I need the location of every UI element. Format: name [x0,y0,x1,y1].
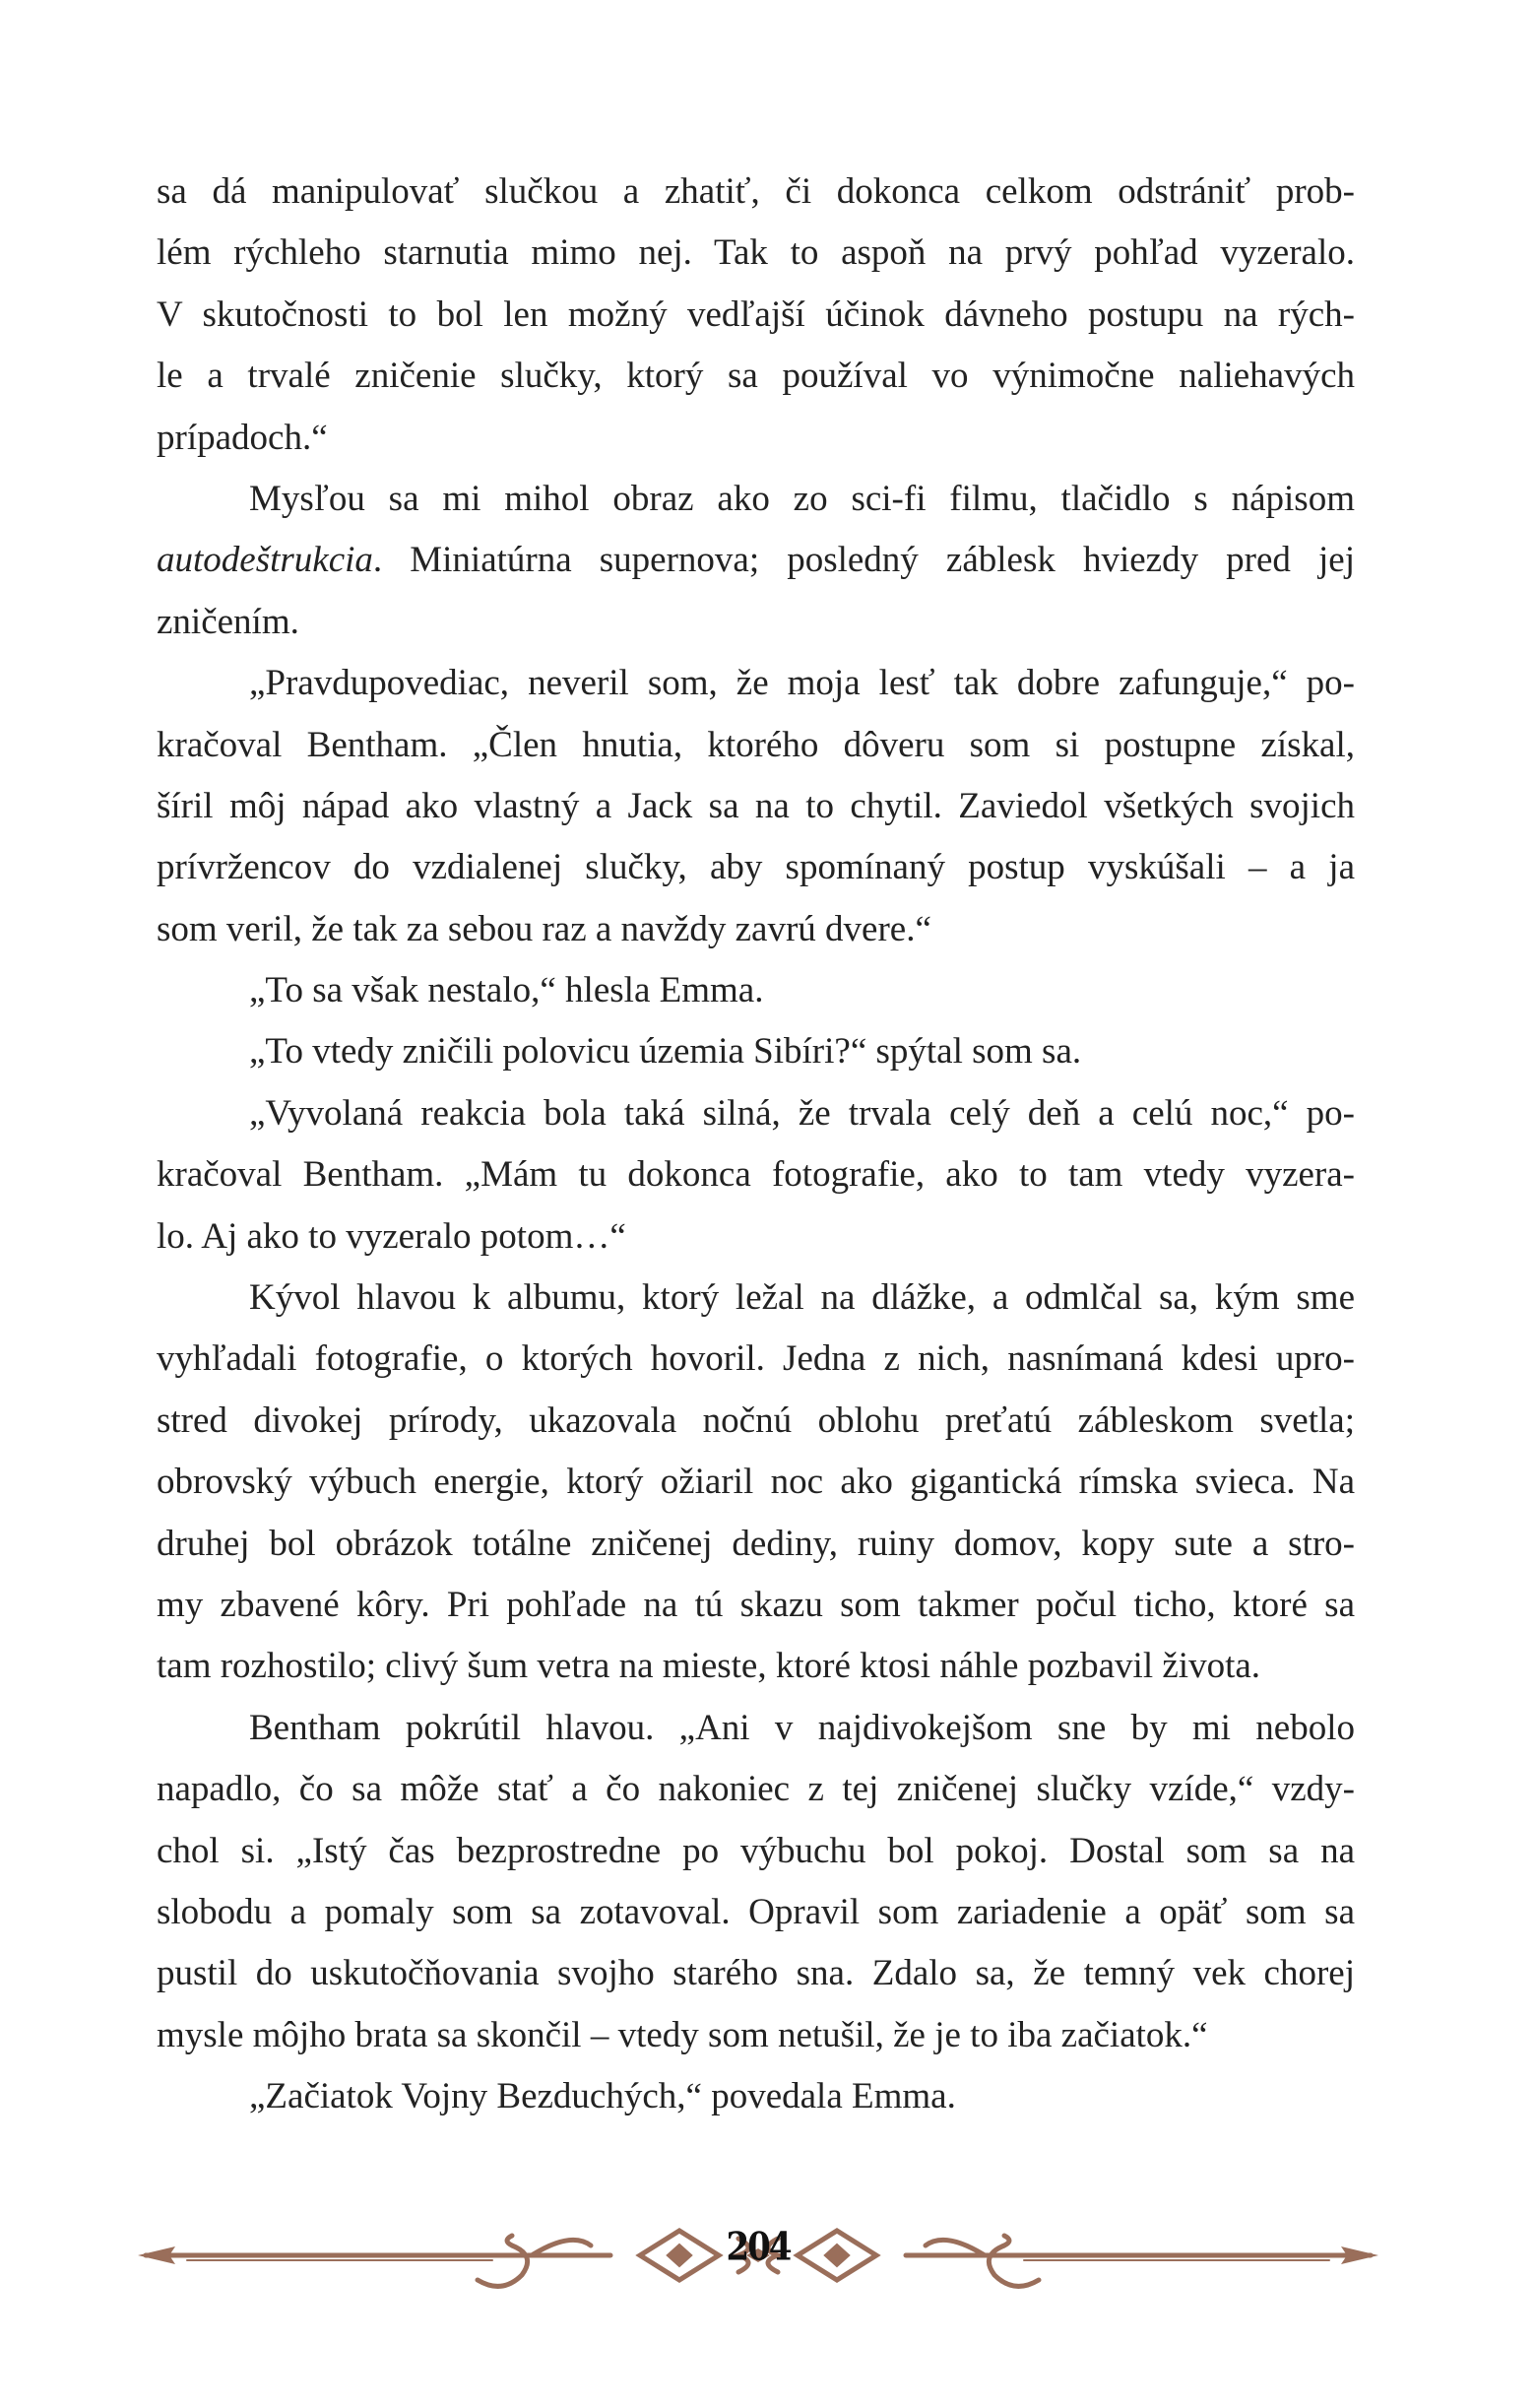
text-line [157,1943,1355,2004]
text-segment: napadlo, čo sa môže stať a čo nakoniec z tej zničenej slučky vzíde,“ vzdy- [157,1769,1355,1810]
text-line [157,1021,1355,1082]
text-segment: Mysľou sa mi mihol obraz ako zo sci-fi filmu, tlačidlo s nápisom [249,478,1355,519]
body-text [157,162,1355,2128]
text-segment: mysle môjho brata sa skončil – vtedy som netušil, že je to iba začiatok.“ [157,2014,1208,2055]
text-segment: slobodu a pomaly som sa zotavoval. Opravil som zariadenie a opäť som sa [157,1891,1355,1932]
text-segment: pustil do uskutočňovania svojho starého sna. Zdalo sa, že temný vek chorej [157,1953,1355,1994]
text-segment: Bentham pokrútil hlavou. „Ani v najdivokejšom sne by mi nebolo [249,1707,1355,1748]
text-segment: druhej bol obrázok totálne zničenej dediny, ruiny domov, kopy sute a stro- [157,1523,1355,1564]
text-segment: prípadoch.“ [157,417,328,458]
text-segment: vyhľadali fotografie, o ktorých hovoril. Jedna z nich, nasnímaná kdesi upro- [157,1338,1355,1380]
text-line [157,1514,1355,1575]
text-line [157,960,1355,1021]
text-segment: som veril, že tak za sebou raz a navždy zavrú dvere.“ [157,908,931,949]
text-segment: le a trvalé zničenie slučky, ktorý sa používal vo výnimočne naliehavých [157,356,1355,397]
text-line [157,530,1355,591]
text-segment: „To sa však nestalo,“ hlesla Emma. [249,970,764,1011]
text-segment: Kývol hlavou k albumu, ktorý ležal na dlážke, a odmlčal sa, kým sme [249,1277,1355,1319]
text-segment: . Miniatúrna supernova; posledný záblesk hviezdy pred jej [372,540,1355,581]
text-line [157,162,1355,223]
text-segment: lém rýchleho starnutia mimo nej. Tak to aspoň na prvý pohľad vyzeralo. [157,232,1355,274]
text-line [157,776,1355,837]
text-line [157,285,1355,346]
text-line [157,837,1355,898]
text-line [157,1636,1355,1697]
italic-text: autodeštrukcia [157,540,373,581]
text-line [157,1882,1355,1943]
text-line [157,1452,1355,1513]
text-segment: tam rozhostilo; clivý šum vetra na mieste, ktoré ktosi náhle pozbavil života. [157,1646,1261,1687]
text-segment: obrovský výbuch energie, ktorý ožiaril noc ako gigantická rímska svieca. Na [157,1462,1355,1503]
text-segment: sa dá manipulovať slučkou a zhatiť, či dokonca celkom odstrániť prob- [157,171,1355,212]
text-segment: zničením. [157,601,299,642]
text-line [157,469,1355,530]
text-segment: lo. Aj ako to vyzeralo potom…“ [157,1215,626,1257]
text-line [157,1759,1355,1820]
page-number: 204 [726,2225,791,2270]
text-line [157,2066,1355,2127]
text-line [157,1329,1355,1390]
text-line [157,1575,1355,1636]
text-line [157,1821,1355,1882]
text-line [157,1391,1355,1452]
text-segment: V skutočnosti to bol len možný vedľajší účinok dávneho postupu na rých- [157,293,1355,335]
text-line [157,1698,1355,1759]
text-line [157,1268,1355,1329]
text-line [157,2005,1355,2066]
text-segment: kračoval Bentham. „Člen hnutia, ktorého dôveru som si postupne získal, [157,724,1355,765]
text-line [157,592,1355,653]
text-line [157,346,1355,407]
text-segment: my zbavené kôry. Pri pohľade na tú skazu som takmer počul ticho, ktoré sa [157,1584,1355,1625]
text-line [157,223,1355,284]
text-line [157,408,1355,469]
text-line [157,1206,1355,1268]
ornament-left [146,2231,748,2286]
text-line [157,899,1355,960]
text-line [157,653,1355,714]
text-line [157,1144,1355,1205]
text-segment: kračoval Bentham. „Mám tu dokonca fotografie, ako to tam vtedy vyzera- [157,1154,1355,1196]
text-segment: „To vtedy zničili polovicu územia Sibíri?“ spýtal som sa. [249,1031,1082,1073]
text-segment: stred divokej prírody, ukazovala nočnú oblohu preťatú zábleskom svetla; [157,1399,1355,1441]
ornament-right [768,2231,1371,2286]
text-line [157,1083,1355,1144]
text-segment: „Vyvolaná reakcia bola taká silná, že trvala celý deň a celú noc,“ po- [249,1092,1355,1134]
text-line [157,715,1355,776]
text-segment: „Pravdupovediac, neveril som, že moja lesť tak dobre zafunguje,“ po- [249,663,1355,704]
text-segment: prívržencov do vzdialenej slučky, aby spomínaný postup vyskúšali – a ja [157,847,1355,888]
text-segment: chol si. „Istý čas bezprostredne po výbuchu bol pokoj. Dostal som sa na [157,1830,1355,1871]
text-segment: „Začiatok Vojny Bezduchých,“ povedala Emma. [249,2076,956,2117]
text-segment: šíril môj nápad ako vlastný a Jack sa na to chytil. Zaviedol všetkých svojich [157,785,1355,826]
